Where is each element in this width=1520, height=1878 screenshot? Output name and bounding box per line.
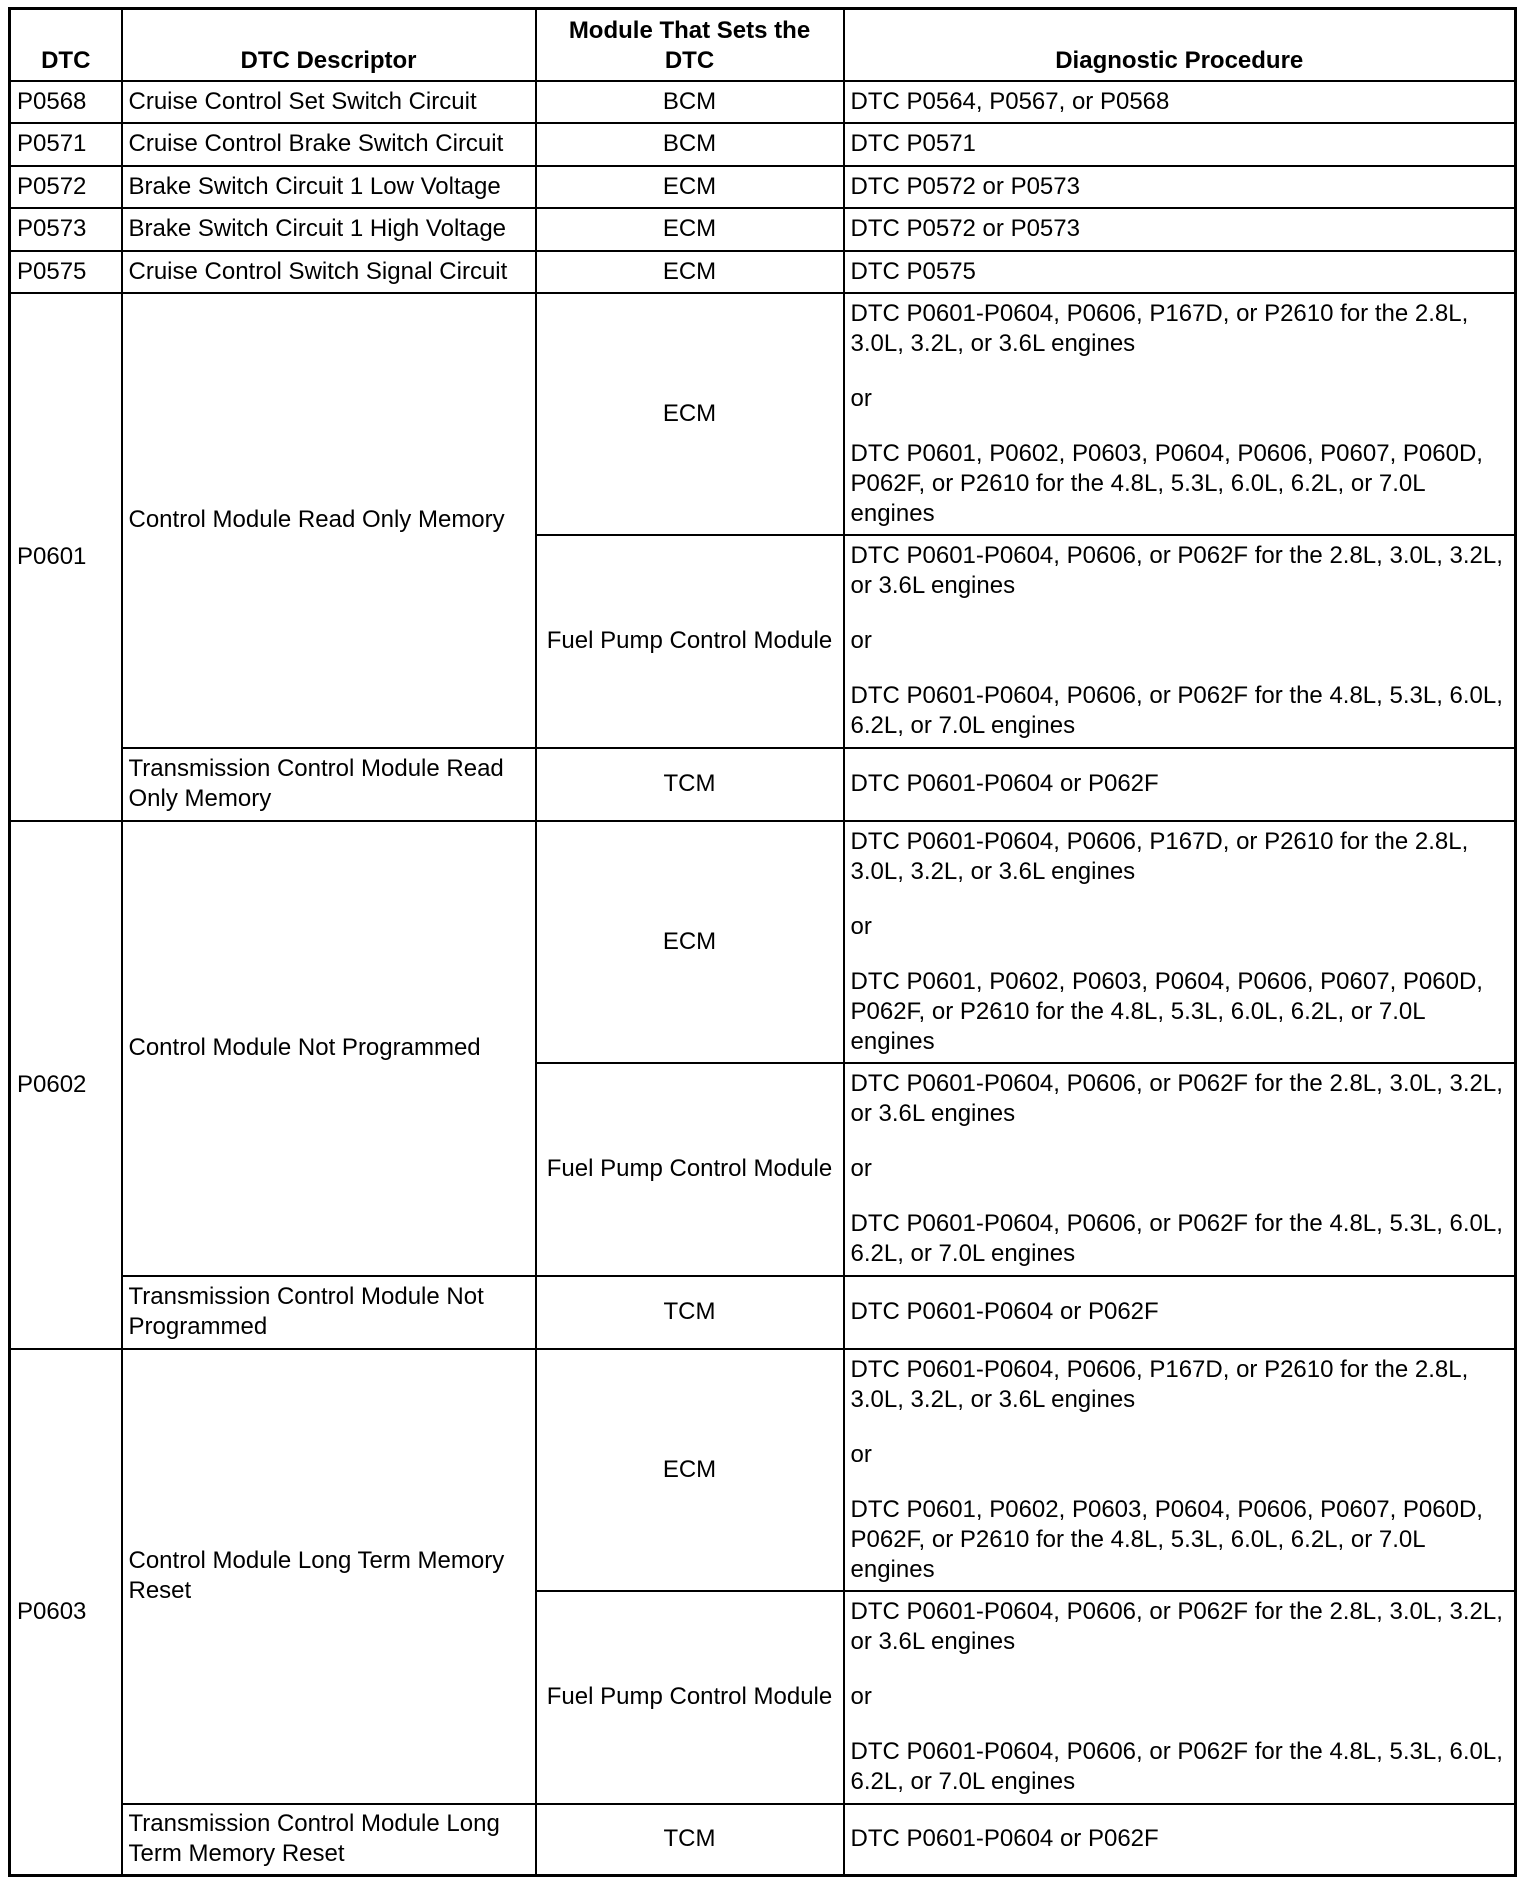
table-row <box>10 1804 1516 1876</box>
header-row <box>10 9 1516 81</box>
header-module-line1: Module That Sets the <box>568 16 811 44</box>
module-name: ECM <box>536 293 844 535</box>
procedure-text: DTC P0601-P0604, P0606, or P062F for the 4.8L, 5.3L, 6.0L, 6.2L, or 7.0L engines <box>850 1738 1503 1795</box>
module-name: Fuel Pump Control Module <box>536 1063 844 1276</box>
table-row <box>10 1276 1516 1349</box>
module-name: TCM <box>536 1276 844 1349</box>
dtc-code: P0601 <box>10 293 122 821</box>
procedure-text: DTC P0601-P0604, P0606, or P062F for the 4.8L, 5.3L, 6.0L, 6.2L, or 7.0L engines <box>850 682 1503 739</box>
dtc-descriptor: Brake Switch Circuit 1 High Voltage <box>122 208 536 251</box>
procedure-text: DTC P0601, P0602, P0603, P0604, P0606, P0607, P060D, P062F, or P2610 for the 4.8L, 5.3L, 6.0L, 6.2L, or 7.0L engines <box>850 439 1483 527</box>
header-procedure: Diagnostic Procedure <box>844 9 1516 81</box>
table-row <box>10 166 1516 208</box>
diagnostic-procedure: DTC P0572 or P0573 <box>844 208 1516 251</box>
table-row <box>10 81 1516 123</box>
diagnostic-procedure: DTC P0575 <box>844 251 1516 293</box>
procedure-or: or <box>850 912 872 940</box>
procedure-text: DTC P0601-P0604, P0606, P167D, or P2610 for the 2.8L, 3.0L, 3.2L, or 3.6L engines <box>850 1355 1469 1413</box>
procedure-text: DTC P0601-P0604, P0606, or P062F for the 2.8L, 3.0L, 3.2L, or 3.6L engines <box>850 1598 1503 1655</box>
diagnostic-procedure <box>844 821 1516 1063</box>
module-name: BCM <box>536 81 844 123</box>
procedure-or: or <box>850 384 872 412</box>
module-name: ECM <box>536 208 844 251</box>
module-name: ECM <box>536 166 844 208</box>
module-name: TCM <box>536 748 844 821</box>
table-row <box>10 251 1516 293</box>
header-module-line2: DTC <box>664 46 715 74</box>
module-name: Fuel Pump Control Module <box>536 535 844 748</box>
dtc-descriptor: Transmission Control Module Read Only Memory <box>122 748 536 821</box>
diagnostic-procedure <box>844 1591 1516 1804</box>
procedure-text: DTC P0601-P0604, P0606, P167D, or P2610 for the 2.8L, 3.0L, 3.2L, or 3.6L engines <box>850 827 1469 885</box>
module-name: TCM <box>536 1804 844 1876</box>
dtc-code: P0573 <box>10 208 122 251</box>
dtc-code: P0575 <box>10 251 122 293</box>
procedure-text: DTC P0601-P0604, P0606, P167D, or P2610 for the 2.8L, 3.0L, 3.2L, or 3.6L engines <box>850 299 1469 357</box>
module-name: BCM <box>536 123 844 166</box>
header-module <box>536 9 844 81</box>
diagnostic-procedure <box>844 535 1516 748</box>
header-descriptor: DTC Descriptor <box>122 9 536 81</box>
procedure-or: or <box>850 627 872 654</box>
procedure-text: DTC P0601, P0602, P0603, P0604, P0606, P0607, P060D, P062F, or P2610 for the 4.8L, 5.3L, 6.0L, 6.2L, or 7.0L engines <box>850 967 1483 1055</box>
procedure-text: DTC P0601, P0602, P0603, P0604, P0606, P0607, P060D, P062F, or P2610 for the 4.8L, 5.3L, 6.0L, 6.2L, or 7.0L engines <box>850 1495 1483 1583</box>
table-row <box>10 293 1516 535</box>
dtc-descriptor: Control Module Not Programmed <box>122 821 536 1276</box>
diagnostic-procedure <box>844 1349 1516 1591</box>
module-name: Fuel Pump Control Module <box>536 1591 844 1804</box>
table-row <box>10 748 1516 821</box>
header-dtc: DTC <box>10 9 122 81</box>
dtc-code: P0571 <box>10 123 122 166</box>
dtc-code: P0602 <box>10 821 122 1349</box>
dtc-code: P0572 <box>10 166 122 208</box>
dtc-descriptor: Transmission Control Module Long Term Memory Reset <box>122 1804 536 1876</box>
diagnostic-procedure: DTC P0601-P0604 or P062F <box>844 1804 1516 1876</box>
diagnostic-procedure: DTC P0601-P0604 or P062F <box>844 748 1516 821</box>
dtc-descriptor: Transmission Control Module Not Programmed <box>122 1276 536 1349</box>
table-row <box>10 1349 1516 1591</box>
table-row <box>10 821 1516 1063</box>
procedure-text: DTC P0601-P0604, P0606, or P062F for the 4.8L, 5.3L, 6.0L, 6.2L, or 7.0L engines <box>850 1210 1503 1267</box>
diagnostic-procedure <box>844 1063 1516 1276</box>
dtc-descriptor: Control Module Long Term Memory Reset <box>122 1349 536 1804</box>
table-row <box>10 123 1516 166</box>
diagnostic-procedure <box>844 293 1516 535</box>
module-name: ECM <box>536 1349 844 1591</box>
procedure-text: DTC P0601-P0604, P0606, or P062F for the 2.8L, 3.0L, 3.2L, or 3.6L engines <box>850 542 1503 599</box>
dtc-descriptor: Cruise Control Brake Switch Circuit <box>122 123 536 166</box>
procedure-or: or <box>850 1683 872 1710</box>
diagnostic-procedure: DTC P0601-P0604 or P062F <box>844 1276 1516 1349</box>
module-name: ECM <box>536 251 844 293</box>
procedure-or: or <box>850 1440 872 1468</box>
dtc-table <box>8 7 1517 1877</box>
diagnostic-procedure: DTC P0571 <box>844 123 1516 166</box>
dtc-code: P0603 <box>10 1349 122 1876</box>
procedure-or: or <box>850 1155 872 1182</box>
diagnostic-procedure: DTC P0572 or P0573 <box>844 166 1516 208</box>
dtc-code: P0568 <box>10 81 122 123</box>
dtc-descriptor: Control Module Read Only Memory <box>122 293 536 748</box>
dtc-descriptor: Brake Switch Circuit 1 Low Voltage <box>122 166 536 208</box>
procedure-text: DTC P0601-P0604, P0606, or P062F for the 2.8L, 3.0L, 3.2L, or 3.6L engines <box>850 1070 1503 1127</box>
dtc-descriptor: Cruise Control Set Switch Circuit <box>122 81 536 123</box>
table-row <box>10 208 1516 251</box>
diagnostic-procedure: DTC P0564, P0567, or P0568 <box>844 81 1516 123</box>
dtc-descriptor: Cruise Control Switch Signal Circuit <box>122 251 536 293</box>
module-name: ECM <box>536 821 844 1063</box>
